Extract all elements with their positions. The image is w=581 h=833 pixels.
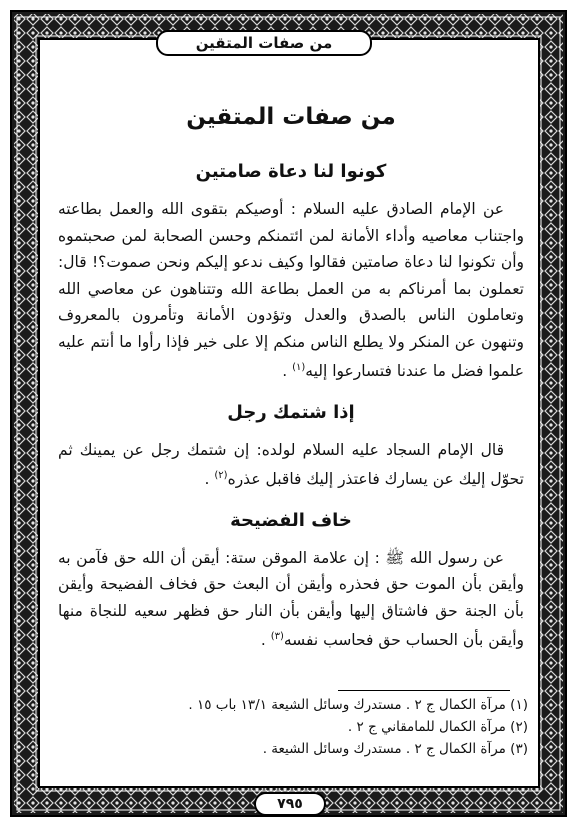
footnotes: [58, 694, 528, 760]
section-title-1: كونوا لنا دعاة صامتين: [195, 161, 387, 182]
section-paragraph-3: عن رسول الله ﷺ : إن علامة الموقن ستة: أيقن أن الله حق فآمن به وأيقن بأن الموت حق فحذره وأيقن أن البعث حق فخاف الفضيحة وأيقن بأن الجنة حق فاشتاق إليها وأيقن بأن النار حق فظهر سعيه للنجاة منها وأيقن بأن الحساب حق فحاسب نفسه$^{(٣)}$ .: [58, 548, 524, 650]
page-number: ٧٩٥: [254, 792, 326, 816]
footnote-ref: (٣): [270, 631, 284, 643]
footnote-3: (٣) مرآة الكمال ج ٢ . مستدرك وسائل الشيعة .: [262, 741, 528, 757]
footnote-1: (١) مرآة الكمال ج ٢ . مستدرك وسائل الشيعة ١٣/١ باب ١٥ .: [188, 697, 528, 713]
section-paragraph-1: عن الإمام الصادق عليه السلام : أوصيكم بتقوى الله والعمل بطاعته واجتناب معاصيه وأداء الأمانة لمن ائتمنكم وحسن الصحابة لمن صحبتموه وأن تكونوا لنا دعاة صامتين فقالوا وكيف ندعو إليكم ونحن صموت؟! قال: تعملون بما أمرناكم به من العمل بطاعة الله وتتناهون عن معاصي الله وتعاملون الناس بالصدق والعدل وتؤدون الأمانة وتأمرون بالمعروف وتنهون عن المنكر ولا يطلع الناس منكم إلا على خير فإذا رأوا ما أنتم عليه علموا فضل ما عندنا فتسارعوا إليه$^{(١)}$ .: [58, 200, 524, 381]
running-header: من صفات المتقين: [156, 30, 372, 56]
main-content: [58, 100, 524, 654]
paragraph-text: عن الإمام الصادق عليه السلام : أوصيكم بتقوى الله والعمل بطاعته واجتناب معاصيه وأداء الأمانة لمن ائتمنكم وحسن الصحابة لمن صحبتموه وأن تكونوا لنا دعاة صامتين فقالوا وكيف ندعو إليكم ونحن صموت؟! قال: تعملون بما أمرناكم به من العمل بطاعة الله وتتناهون عن معاصي الله وتعاملون الناس بالصدق والعدل وتؤدون الأمانة وتأمرون بالمعروف وتنهون عن المنكر ولا يطلع الناس منكم إلا على خير فإذا رأوا ما أنتم عليه علموا فضل ما عندنا فتسارعوا إليه: [58, 200, 524, 381]
footnote-2: (٢) مرآة الكمال للمامقاني ج ٢ .: [347, 719, 528, 735]
section-title-3: خاف الفضيحة: [230, 509, 352, 531]
section-paragraph-2: قال الإمام السجاد عليه السلام لولده: إن شتمك رجل عن يمينك ثم تحوّل إليك عن يسارك فاعتذر إليك فاقبل عذره$^{(٢)}$ .: [58, 440, 524, 489]
footnote-divider: [338, 690, 510, 691]
footnote-ref: (٢): [214, 470, 228, 482]
paragraph-text: عن رسول الله ﷺ : إن علامة الموقن ستة: أيقن أن الله حق فآمن به وأيقن بأن الموت حق فحذره وأيقن أن البعث حق فخاف الفضيحة وأيقن بأن الجنة حق فاشتاق إليها وأيقن بأن النار حق فظهر سعيه للنجاة منها وأيقن بأن الحساب حق فحاسب نفسه: [58, 548, 524, 650]
page-title: من صفات المتقين: [186, 104, 396, 130]
section-title-2: إذا شتمك رجل: [227, 401, 355, 423]
footnote-ref: (١): [292, 362, 306, 373]
paragraph-text: قال الإمام السجاد عليه السلام لولده: إن شتمك رجل عن يمينك ثم تحوّل إليك عن يسارك فاعتذر إليك فاقبل عذره: [58, 440, 524, 489]
